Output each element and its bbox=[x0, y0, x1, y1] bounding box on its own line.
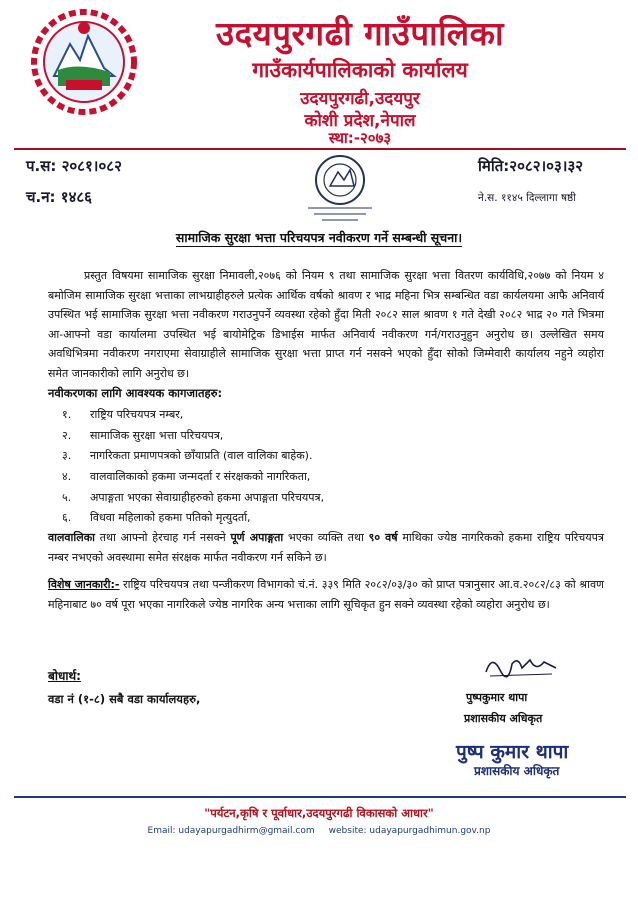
dispatch-number: च.न: १४८६ bbox=[26, 188, 92, 206]
list-item-text: विधवा महिलाको हकमा पतिको मृत्युदर्ता, bbox=[90, 511, 251, 525]
office-subtitle: गाउँकार्यपालिकाको कार्यालय bbox=[252, 58, 468, 82]
list-item bbox=[62, 405, 582, 426]
list-item-number: ६. bbox=[62, 511, 72, 525]
letter-number: प.स: २०८१।०८२ bbox=[26, 157, 122, 175]
list-item-text: नागरिकता प्रमाणपत्रको छाँयाप्रति (वाल वालिका बाहेक). bbox=[90, 449, 313, 463]
list-item bbox=[62, 426, 582, 447]
list-item bbox=[62, 467, 582, 488]
signer-name: पुष्पकुमार थापा bbox=[466, 691, 528, 704]
footer-contact bbox=[0, 826, 638, 836]
special-information-text: राष्ट्रिय परिचयपत्र तथा पन्जीकरण विभागको चं.नं. ३३९ मिति २०८२/०३/३० को प्राप्त पत्रानुसार आ.व.२०८२/८३ को श्रावण महिनाबाट ७० वर्ष पूरा भएका नागरिकले ज्येष्ठ नागरिक अन्य भत्ताका लागि सूचिकृत हुन सक्ने व्यवस्था रहेको व्यहोरा अनुरोध छ। bbox=[48, 578, 605, 611]
list-item-number: २. bbox=[62, 428, 72, 442]
body-paragraph: प्रस्तुत विषयमा सामाजिक सुरक्षा निमावली,२०७६ को नियम ९ तथा सामाजिक सुरक्षा भत्ता वितरण कार्यविधि,२०७७ को नियम ४ बमोजिम सामाजिक सुरक्षा भत्ताका लाभग्राहीहरुले प्रत्येक आर्थिक वर्षको श्रावण र भाद्र महिना भित्र सम्बन्धित वडा कार्यलयमा आफै अनिवार्य उपस्थित भई सामाजिक सुरक्षा भत्ता नवीकरण गराउनुपर्ने व्यवस्था रहेको हुँदा मिती २०८२ साल श्रावण १ गते देखी २०८२ भाद्र २० गते भित्रमा आ-आफ्नो वडा कार्यालमा उपस्थित भई बायोमेट्रिक डिभाईस मार्फत अनिवार्य नवीकरण गर्न/गराउनुहुन अनुरोध छ। उल्लेखित समय अवधिभित्रमा नवीकरण नगराएमा सेवाग्राहीले सामाजिक सुरक्षा भत्ता प्राप्त गर्न नसक्ने भएको हुँदा सोको जिम्मेवारी कार्यालय नहुने व्यहोरा समेत जानकारीको लागि अनुरोध छ। bbox=[48, 269, 604, 380]
note-text: तथा आफ्नो हेरचाह गर्न नसक्ने bbox=[95, 531, 231, 544]
list-item-text: वालवालिकाको हकमा जन्मदर्ता र संरक्षकको नागरिकता, bbox=[90, 470, 311, 484]
office-stamp-icon bbox=[298, 150, 382, 228]
eligibility-note bbox=[48, 528, 604, 567]
office-name: उदयपुरगढी गाउँपालिका bbox=[216, 14, 504, 53]
list-item bbox=[62, 488, 582, 509]
note-emphasis-children: वालवालिका bbox=[48, 531, 95, 544]
cc-label: बोधार्थ: bbox=[48, 669, 81, 683]
list-item-text: अपाङ्गता भएका सेवाग्राहीहरुको हकमा अपाङ्गता परिचयपत्र, bbox=[90, 490, 325, 504]
documents-list bbox=[62, 405, 582, 529]
list-item bbox=[62, 446, 582, 467]
list-item bbox=[62, 508, 582, 529]
list-item-number: ३. bbox=[62, 449, 72, 463]
address-line-1: उदयपुरगढी,उदयपुर bbox=[300, 89, 420, 109]
special-information bbox=[48, 575, 604, 614]
designation-stamp: प्रशासकीय अधिकृत bbox=[474, 764, 560, 778]
footer-email: Email: udayapurgadhirm@gmail.com bbox=[147, 826, 315, 836]
special-information-label: विशेष जानकारी:- bbox=[48, 578, 120, 591]
list-item-number: ५. bbox=[62, 490, 72, 504]
footer-slogan: "पर्यटन,कृषि र पूर्वाधार,उदयपुरगढी विकासको आधार" bbox=[204, 806, 434, 820]
signer-title: प्रशासकीय अधिकृत bbox=[464, 712, 543, 725]
subject-line bbox=[0, 229, 638, 246]
documents-heading: नवीकरणका लागि आवश्यक कागजातहरु: bbox=[48, 386, 223, 400]
footer-divider bbox=[14, 796, 626, 798]
subject-text: सामाजिक सुरक्षा भत्ता परिचयपत्र नवीकरण गर्ने सम्बन्धी सूचना। bbox=[175, 230, 463, 245]
established-year: स्था:-२०७३ bbox=[328, 129, 392, 147]
note-emphasis-disability: पूर्ण अपाङ्गता bbox=[230, 531, 284, 544]
name-stamp: पुष्प कुमार थापा bbox=[456, 741, 569, 763]
note-emphasis-age: ९० वर्ष bbox=[368, 531, 398, 544]
list-item-number: ४. bbox=[62, 470, 72, 484]
note-text: भएका व्यक्ति तथा bbox=[283, 531, 369, 544]
list-item-text: राष्ट्रिय परिचयपत्र नम्बर, bbox=[90, 408, 184, 421]
cc-recipient: वडा नं (१-८) सबै वडा कार्यालयहरु, bbox=[48, 692, 201, 706]
handwritten-signature-icon bbox=[482, 650, 560, 682]
list-item-number: १. bbox=[62, 408, 72, 421]
address-line-2: कोशी प्रदेश,नेपाल bbox=[304, 111, 416, 131]
letter-date: मिति:२०८२।०३।३२ bbox=[478, 157, 584, 175]
list-item-text: सामाजिक सुरक्षा भत्ता परिचयपत्र, bbox=[90, 428, 224, 442]
note-text: माथिका ज्येष्ठ नागरिकको हकमा राष्ट्रिय परिचयपत्र नम्बर नभएको अवस्थामा समेत संरक्षक मार्फत नवीकरण गर्न सकिने छ। bbox=[48, 531, 604, 564]
footer-website: website: udayapurgadhimun.gov.np bbox=[328, 826, 491, 836]
nepal-sambat-date: ने.स. ११४५ दिल्लागा षष्ठी bbox=[478, 192, 576, 204]
